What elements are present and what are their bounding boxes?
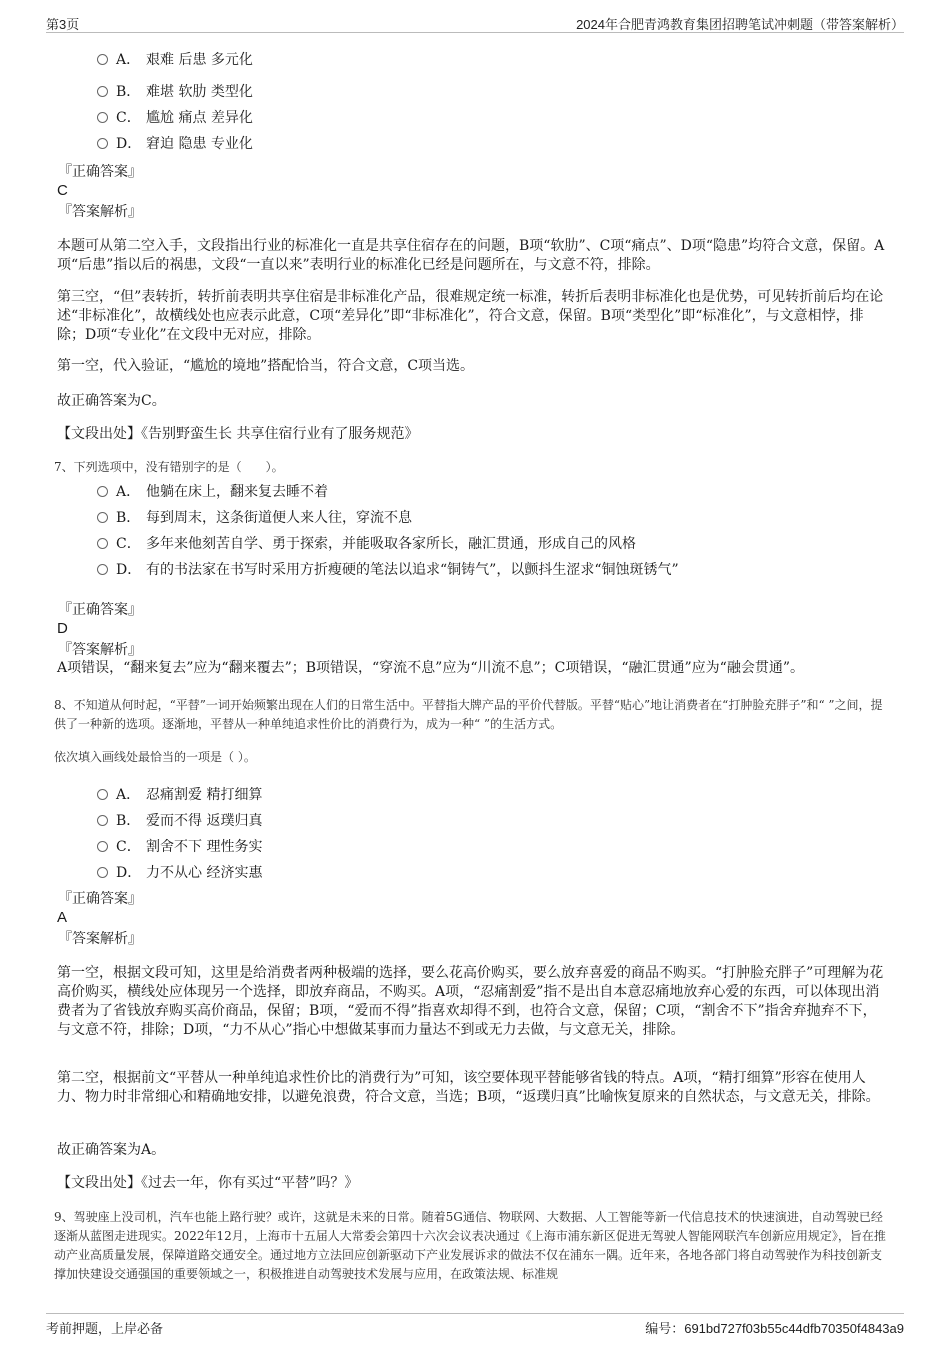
answer-label: 『正确答案』	[58, 891, 142, 907]
q7-option-b[interactable]: B． 每到周末，这条街道便人来人往，穿流不息	[97, 509, 412, 527]
analysis-paragraph: 本题可从第二空入手，文段指出行业的标准化一直是共享住宿存在的问题，B项“软肋”、C项“痛点”、D项“隐患”均符合文意，保留。A项“后患”指以后的祸患，文段“一直以来”表明行业的标准化已经是问题所在，与文意不符，排除。	[57, 238, 885, 273]
document-title: 2024年合肥青鸿教育集团招聘笔试冲刺题（带答案解析）	[576, 17, 904, 32]
radio-icon[interactable]	[97, 54, 108, 65]
analysis-paragraph: 第一空，代入验证，“尴尬的境地”搭配恰当，符合文意，C项当选。	[57, 358, 475, 374]
radio-icon[interactable]	[97, 841, 108, 852]
analysis-paragraph: 第二空，根据前文“平替从一种单纯追求性价比的消费行为”可知，该空要体现平替能够省钱的特点。A项，“精打细算”形容在使用人力、物力时非常细心和精确地安排，以避免浪费，符合文意，当选；B项，“返璞归真”比喻恢复原来的自然状态，与文意无关，排除。	[57, 1070, 880, 1105]
document-id: 编号：691bd727f03b55c44dfb70350f4843a9	[645, 1321, 904, 1336]
q8-option-c[interactable]: C． 割舍不下 理性务实	[97, 838, 262, 856]
radio-icon[interactable]	[97, 86, 108, 97]
q7-option-c[interactable]: C． 多年来他刻苦自学、勇于探索，并能吸取各家所长，融汇贯通，形成自己的风格	[97, 535, 636, 553]
q8-option-a[interactable]: A． 忍痛割爱 精打细算	[97, 786, 262, 804]
question-stem: 8、不知道从何时起，“平替”一词开始频繁出现在人们的日常生活中。平替指大牌产品的平价代替版。平替“贴心”地让消费者在“打肿脸充胖子”和“ ”之间，提供了一种新的选项。逐渐地，平替从一种单纯追求性价比的消费行为，成为一种“ ”的生活方式。	[54, 698, 883, 731]
page-footer	[46, 1313, 904, 1336]
footer-slogan: 考前押题，上岸必备	[46, 1321, 164, 1336]
q6-option-c[interactable]: C． 尴尬 痛点 差异化	[97, 109, 253, 127]
q7-option-a[interactable]: A． 他躺在床上，翻来复去睡不着	[97, 483, 328, 501]
page-header	[46, 12, 904, 33]
answer-value: D	[57, 620, 68, 637]
radio-icon[interactable]	[97, 815, 108, 826]
radio-icon[interactable]	[97, 867, 108, 878]
answer-value: A	[57, 909, 68, 926]
question-stem: 7、下列选项中，没有错别字的是（ ）。	[54, 460, 284, 474]
q8-option-b[interactable]: B． 爱而不得 返璞归真	[97, 812, 262, 830]
q7-option-d[interactable]: D． 有的书法家在书写时采用方折瘦硬的笔法以追求“铜铸气”，以颤抖生涩求“铜蚀斑锈气”	[97, 561, 679, 579]
radio-icon[interactable]	[97, 138, 108, 149]
analysis-paragraph: A项错误，“翻来复去”应为“翻来覆去”；B项错误，“穿流不息”应为“川流不息”；C项错误，“融汇贯通”应为“融会贯通”。	[57, 660, 804, 676]
source-citation: 【文段出处】《过去一年，你有买过“平替”吗？》	[57, 1175, 359, 1191]
radio-icon[interactable]	[97, 112, 108, 123]
q8-option-d[interactable]: D． 力不从心 经济实惠	[97, 864, 262, 882]
radio-icon[interactable]	[97, 564, 108, 575]
question-stem: 9、驾驶座上没司机，汽车也能上路行驶？或许，这就是未来的日常。随着5G通信、物联网、大数据、人工智能等新一代信息技术的快速演进，自动驾驶已经逐渐从蓝图走进现实。2022年12月，上海市十五届人大常委会第四十六次会议表决通过《上海市浦东新区促进无驾驶人智能网联汽车创新应用规定》，旨在推动产业高质量发展，保障道路交通安全。通过地方立法回应创新驱动下产业发展诉求的做法不仅在浦东一隅。近年来，各地各部门将自动驾驶作为科技创新支撑加快建设交通强国的重要领域之一，积极推进自动驾驶技术发展与应用，在政策法规、标准规	[54, 1210, 886, 1281]
q6-option-d[interactable]: D． 窘迫 隐患 专业化	[97, 135, 253, 153]
radio-icon[interactable]	[97, 512, 108, 523]
analysis-paragraph: 第一空，根据文段可知，这里是给消费者两种极端的选择，要么花高价购买，要么放弃喜爱的商品不购买。“打肿脸充胖子”可理解为花高价购买，横线处应体现另一个选择，即放弃商品，不购买。A项，“忍痛割爱”指不是出自本意忍痛地放弃心爱的东西，可以体现出消费者为了省钱放弃购买高价商品，保留；B项，“爱而不得”指喜欢却得不到，也符合文意，保留；C项，“割舍不下”指舍弃抛弃不下，与文意不符，排除；D项，“力不从心”指心中想做某事而力量达不到或无力去做，与文意无关，排除。	[57, 965, 884, 1038]
source-citation: 【文段出处】《告别野蛮生长 共享住宿行业有了服务规范》	[57, 426, 419, 442]
q6-option-b[interactable]: B． 难堪 软肋 类型化	[97, 83, 253, 101]
analysis-paragraph: 故正确答案为C。	[57, 393, 166, 409]
question-prompt: 依次填入画线处最恰当的一项是（ ）。	[54, 750, 256, 764]
analysis-label: 『答案解析』	[58, 931, 142, 947]
answer-value: C	[57, 182, 68, 199]
page-number: 第3页	[46, 17, 80, 32]
radio-icon[interactable]	[97, 486, 108, 497]
radio-icon[interactable]	[97, 538, 108, 549]
analysis-paragraph: 第三空，“但”表转折，转折前表明共享住宿是非标准化产品，很难规定统一标准，转折后表明非标准化也是优势，可见转折前后均在论述“非标准化”，故横线处也应表示此意，C项“差异化”即“非标准化”，符合文意，保留。B项“类型化”即“标准化”，与文意相悖，排除；D项“专业化”在文段中无对应，排除。	[57, 289, 884, 343]
analysis-label: 『答案解析』	[58, 204, 142, 220]
analysis-paragraph: 故正确答案为A。	[57, 1142, 166, 1158]
analysis-label: 『答案解析』	[58, 642, 142, 658]
answer-label: 『正确答案』	[58, 164, 142, 180]
answer-label: 『正确答案』	[58, 602, 142, 618]
q6-option-a[interactable]: A． 艰难 后患 多元化	[97, 51, 253, 69]
radio-icon[interactable]	[97, 789, 108, 800]
